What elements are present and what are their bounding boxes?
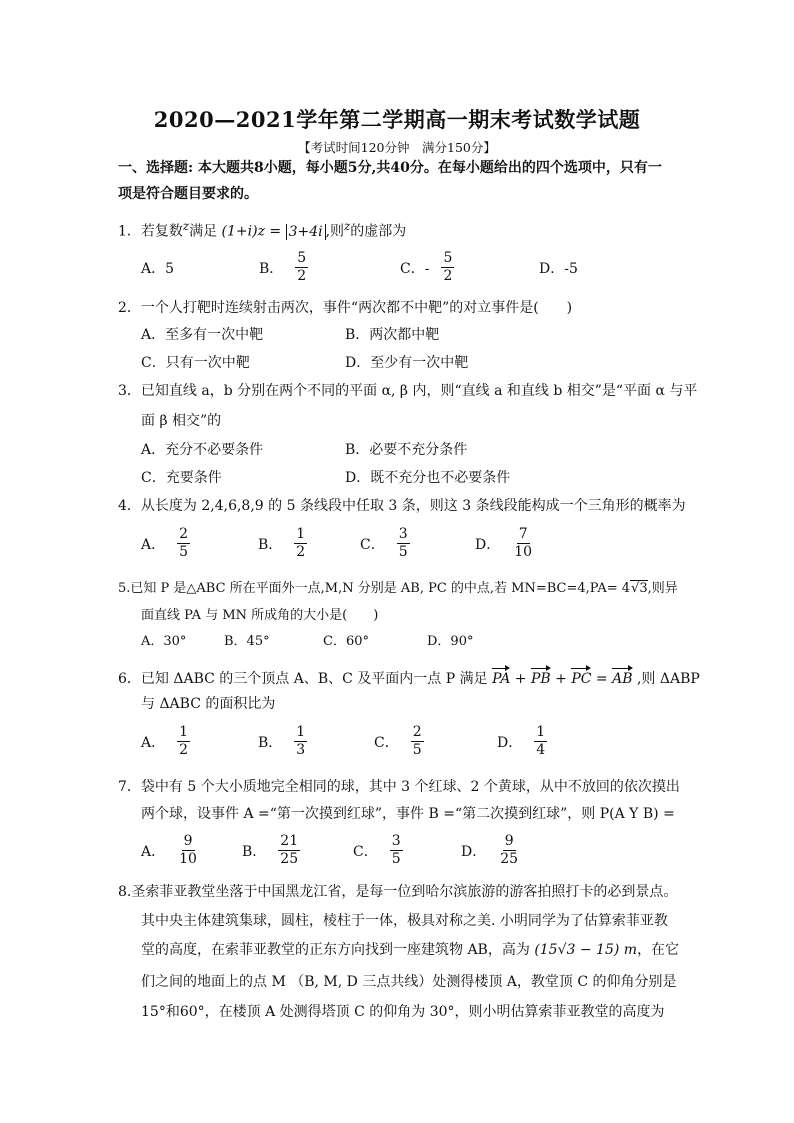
q1-mid: 满足 <box>189 223 218 240</box>
q8-line3-post: ，在它 <box>637 942 680 958</box>
q7-option-b[interactable] <box>242 833 302 868</box>
q1-option-c-fraction <box>441 250 454 285</box>
q3-option-a[interactable]: A．充分不必要条件 <box>141 442 264 458</box>
q6-eq: = <box>591 671 613 687</box>
fraction-numerator: 21 <box>280 833 299 849</box>
fraction-numerator: 5 <box>443 250 453 266</box>
q6-option-d[interactable] <box>497 724 549 759</box>
fraction-denominator: 5 <box>398 544 408 560</box>
q5-line1-post: ,则异 <box>647 581 678 596</box>
q6-option-d-label: D． <box>497 734 523 751</box>
q5-option-c[interactable]: C．60° <box>323 634 369 649</box>
q6-option-a[interactable] <box>141 724 192 759</box>
fraction-numerator: 9 <box>183 833 193 849</box>
q4-option-a[interactable] <box>141 526 192 561</box>
q2-option-d[interactable]: D．至少有一次中靶 <box>345 355 469 371</box>
fraction-denominator: 25 <box>500 851 519 867</box>
question-6-stem-line1 <box>118 666 700 689</box>
fraction-denominator: 2 <box>179 742 189 758</box>
q5-sqrt: √3 <box>631 581 648 596</box>
q5-line1-pre: 5.已知 P 是△ABC 所在平面外一点,M,N 分别是 AB, PC 的中点,若 MN=BC=4,PA= 4 <box>118 581 631 596</box>
q3-option-b[interactable]: B．必要不充分条件 <box>345 442 468 458</box>
fraction-numerator: 1 <box>536 724 546 740</box>
q6-plus1: + <box>510 671 531 687</box>
q8-line3-pre: 堂的高度，在索菲亚教堂的正东方向找到一座建筑物 AB，高为 <box>141 942 535 958</box>
q6-option-b-fraction <box>294 724 307 759</box>
q6-pre: 6．已知 ΔABC 的三个顶点 A、B、C 及平面内一点 P 满足 <box>118 671 493 687</box>
fraction-denominator: 3 <box>296 742 306 758</box>
exam-title: 2020—2021学年第二学期高一期末考试数学试题 <box>153 107 641 132</box>
q4-option-c-fraction <box>397 526 410 561</box>
fraction-numerator: 3 <box>398 526 408 542</box>
fraction-denominator: 2 <box>443 268 453 284</box>
section-heading-line1: 一、选择题: 本大题共8小题，每小题5分,共40分。在每小题给出的四个选项中，只有一 <box>118 160 662 176</box>
fraction-denominator: 5 <box>391 851 401 867</box>
q7-option-d-label: D． <box>461 843 487 860</box>
fraction-numerator: 7 <box>518 526 528 542</box>
q4-option-d-label: D． <box>475 536 501 553</box>
vector-pa: PA <box>492 666 510 689</box>
q6-plus2: + <box>550 671 572 687</box>
fraction-numerator: 9 <box>504 833 514 849</box>
fraction-denominator: 5 <box>412 742 422 758</box>
q7-option-a-label: A． <box>141 843 166 860</box>
q4-option-c-label: C． <box>360 536 385 553</box>
fraction-denominator: 10 <box>179 851 197 867</box>
question-8-stem-line4: 们之间的地面上的点 M （B, M, D 三点共线）处测得楼顶 A，教堂顶 C 的仰角分别是 <box>141 974 677 990</box>
exam-subtitle: 【考试时间120分钟 满分150分】 <box>298 140 496 155</box>
fraction-denominator: 5 <box>179 544 189 560</box>
vector-pb: PB <box>531 666 551 689</box>
q7-option-b-fraction <box>278 833 300 868</box>
fraction-numerator: 1 <box>296 724 306 740</box>
question-5-stem-line2: 面直线 PA 与 MN 所成角的大小是( ) <box>141 608 379 623</box>
q6-post: ,则 ΔABP <box>632 671 700 687</box>
q1-option-d[interactable]: D．-5 <box>539 261 578 277</box>
q4-option-d-fraction <box>512 526 534 561</box>
question-8-stem-line3 <box>141 940 679 960</box>
question-8-stem-line1: 8.圣索菲亚教堂坐落于中国黑龙江省，是每一位到哈尔滨旅游的游客拍照打卡的必到景点。 <box>118 884 678 900</box>
q5-option-d[interactable]: D．90° <box>427 634 474 649</box>
q4-option-b-fraction <box>294 526 307 561</box>
q1-option-c[interactable] <box>400 250 456 285</box>
fraction-numerator: 2 <box>412 724 422 740</box>
q4-option-b-label: B． <box>258 536 283 553</box>
question-2-stem: 2．一个人打靶时连续射击两次，事件“两次都不中靶”的对立事件是( ) <box>118 300 573 316</box>
q1-abs-value: 3+4i <box>286 224 326 240</box>
q7-option-a[interactable] <box>141 833 201 868</box>
q1-pre: 1．若复数 <box>118 223 183 240</box>
question-5-stem-line1 <box>118 579 678 599</box>
section-heading-line2: 项是符合题目要求的。 <box>118 186 258 202</box>
q5-sqrt-value: 3 <box>639 581 648 596</box>
fraction-numerator: 1 <box>296 526 306 542</box>
q4-option-d[interactable] <box>475 526 536 561</box>
fraction-numerator: 2 <box>179 526 189 542</box>
q2-option-c[interactable]: C．只有一次中靶 <box>141 355 250 371</box>
q7-option-c-label: C． <box>353 843 378 860</box>
q3-option-c[interactable]: C．充要条件 <box>141 470 222 486</box>
fraction-numerator: 5 <box>297 250 307 266</box>
question-3-stem-line1: 3．已知直线 a，b 分别在两个不同的平面 α, β 内，则“直线 a 和直线 b 相交”是“平面 α 与平 <box>118 383 698 399</box>
question-7-stem-line2: 两个球，设事件 A =“第一次摸到红球”，事件 B =“第二次摸到红球”，则 P(A Y B) = <box>141 806 675 822</box>
question-6-stem-line2: 与 ΔABC 的面积比为 <box>141 696 276 712</box>
q4-option-a-label: A． <box>141 536 166 553</box>
fraction-denominator: 25 <box>280 851 299 867</box>
q1-tail: 的虚部为 <box>350 223 407 240</box>
q4-option-c[interactable] <box>360 526 412 561</box>
q3-option-d[interactable]: D．既不充分也不必要条件 <box>345 470 511 486</box>
q1-z: z <box>182 219 190 233</box>
q7-option-c[interactable] <box>353 833 405 868</box>
q6-option-b[interactable] <box>258 724 309 759</box>
q1-option-c-label: C．- <box>400 260 430 277</box>
q1-equation-left: (1+i)z = <box>221 223 286 240</box>
q8-height-expression: (15√3 − 15) m <box>534 942 638 958</box>
q5-option-a[interactable]: A．30° <box>141 634 187 649</box>
q1-post: ,则 <box>325 223 345 240</box>
q7-option-d[interactable] <box>461 833 522 868</box>
fraction-numerator: 3 <box>391 833 401 849</box>
vector-pc: PC <box>571 666 591 689</box>
q7-option-c-fraction <box>390 833 403 868</box>
question-1-stem <box>118 216 406 242</box>
fraction-numerator: 1 <box>179 724 189 740</box>
fraction-denominator: 4 <box>536 742 546 758</box>
q2-option-a[interactable]: A．至多有一次中靶 <box>141 327 264 343</box>
fraction-denominator: 10 <box>514 544 533 560</box>
q1-option-b-fraction <box>295 250 308 285</box>
q6-option-d-fraction <box>534 724 547 759</box>
q1-option-b-label: B． <box>259 260 284 277</box>
question-8-stem-line5: 15°和60°，在楼顶 A 处测得塔顶 C 的仰角为 30°，则小明估算索菲亚教堂的高度为 <box>141 1004 665 1020</box>
q6-option-b-label: B． <box>258 734 283 751</box>
fraction-denominator: 2 <box>297 268 307 284</box>
q1-option-b[interactable] <box>259 250 310 285</box>
question-3-stem-line2: 面 β 相交”的 <box>141 413 222 429</box>
q2-option-b[interactable]: B．两次都中靶 <box>345 327 440 343</box>
q6-option-a-fraction <box>177 724 190 759</box>
q6-option-c[interactable] <box>374 724 426 759</box>
q7-option-b-label: B． <box>242 843 267 860</box>
q4-option-a-fraction <box>177 526 190 561</box>
q7-option-d-fraction <box>498 833 520 868</box>
q1-z2: z <box>344 219 351 233</box>
question-4-stem: 4．从长度为 2,4,6,8,9 的 5 条线段中任取 3 条，则这 3 条线段能构成一个三角形的概率为 <box>118 498 686 514</box>
q4-option-b[interactable] <box>258 526 309 561</box>
q5-option-b[interactable]: B．45° <box>224 634 270 649</box>
question-7-stem-line1: 7．袋中有 5 个大小质地完全相同的球，其中 3 个红球、2 个黄球，从中不放回的依次摸出 <box>118 779 680 795</box>
q1-option-a[interactable]: A．5 <box>141 261 175 277</box>
question-8-stem-line2: 其中央主体建筑集球，圆柱，棱柱于一体，极具对称之美. 小明同学为了估算索菲亚教 <box>141 913 668 929</box>
vector-ab: AB <box>612 666 632 689</box>
q6-option-c-label: C． <box>374 734 399 751</box>
q7-option-a-fraction <box>177 833 199 868</box>
fraction-denominator: 2 <box>296 544 306 560</box>
q6-option-a-label: A． <box>141 734 166 751</box>
q6-option-c-fraction <box>411 724 424 759</box>
